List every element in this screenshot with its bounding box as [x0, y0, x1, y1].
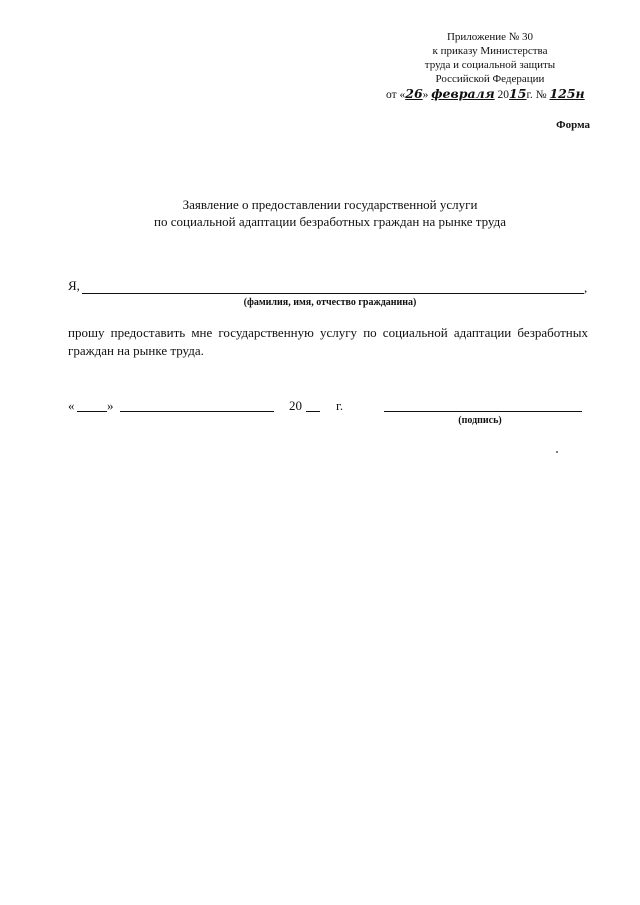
annex-line: Российской Федерации: [435, 73, 545, 85]
signature-field[interactable]: [384, 411, 582, 412]
applicant-name-field[interactable]: [82, 293, 584, 294]
date-quote-open: «: [68, 398, 75, 413]
signature-caption: (подпись): [458, 415, 502, 426]
document-title: [70, 196, 590, 230]
form-label: Форма: [556, 119, 590, 131]
annex-line: Приложение № 30: [446, 31, 534, 43]
date-year-suffix: 15: [509, 86, 527, 101]
applicant-prefix: Я,: [68, 278, 80, 293]
date-quote-close-mark: »: [107, 398, 114, 413]
request-line: прошу предоставить мне государственную услугу по социальной адаптации безработных: [68, 325, 588, 340]
applicant-comma: ,: [584, 280, 588, 295]
applicant-name-caption: (фамилия, имя, отчество гражданина): [243, 297, 417, 308]
year-g: г.: [336, 398, 344, 413]
request-paragraph: [68, 324, 588, 360]
year-field[interactable]: [306, 411, 320, 412]
year-prefix: 20: [289, 398, 302, 413]
date-quote-close: »: [422, 89, 429, 101]
title-line: Заявление о предоставлении государственной услуги: [182, 197, 478, 212]
date-number: 125н: [549, 86, 585, 101]
stray-dot: [556, 451, 558, 453]
annex-date: [386, 86, 585, 101]
title-line: по социальной адаптации безработных граждан на рынке труда: [154, 214, 506, 229]
day-field[interactable]: [77, 411, 107, 412]
request-line: граждан на рынке труда.: [68, 343, 204, 358]
month-field[interactable]: [120, 411, 274, 412]
date-day: 26: [405, 86, 423, 101]
annex-line: труда и социальной защиты: [424, 59, 556, 71]
date-year-prefix: 20: [497, 89, 510, 101]
date-year-g: г. №: [526, 89, 547, 101]
date-prefix: от «: [386, 89, 406, 101]
annex-header: [360, 30, 620, 86]
date-month: февраля: [431, 86, 495, 101]
annex-line: к приказу Министерства: [432, 45, 548, 57]
